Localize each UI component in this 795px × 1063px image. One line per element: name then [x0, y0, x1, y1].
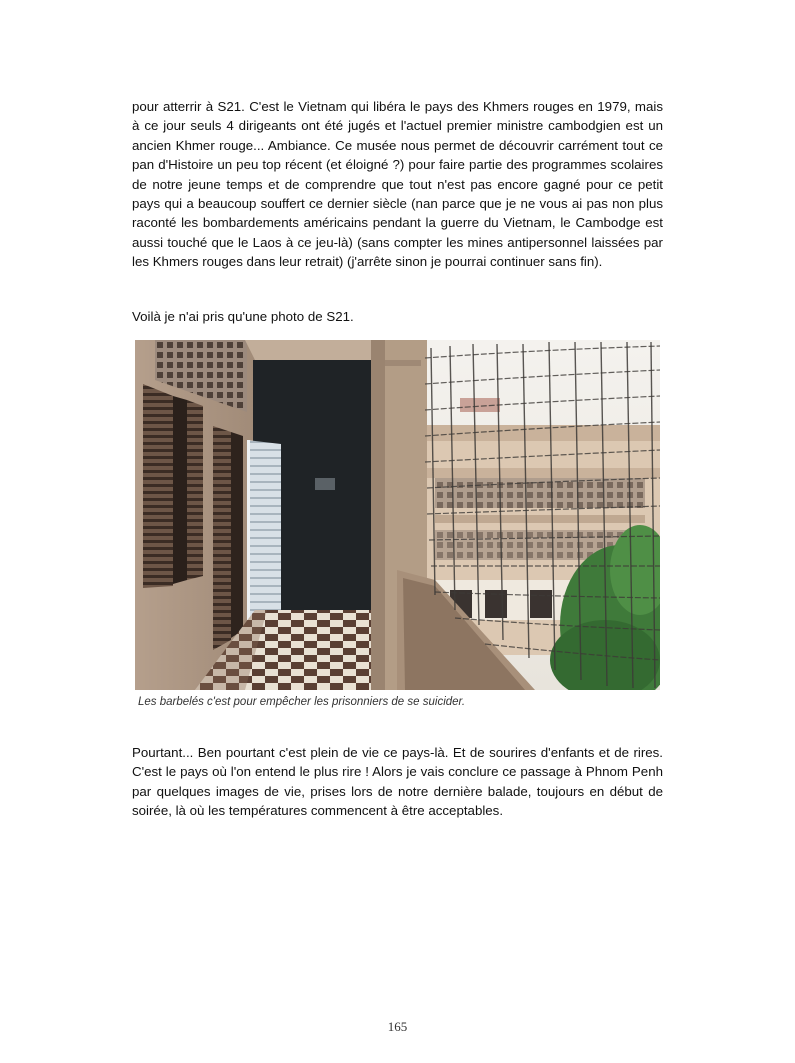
- body-paragraph-1: pour atterrir à S21. C'est le Vietnam qui libéra le pays des Khmers rouges en 1979, mais à ce jour seuls 4 dirigeants ont été jugés et l'actuel premier ministre cambodgien est un ancien Khmer rouge... Ambiance. Ce musée nous permet de découvrir carrément tout ce pan d'Histoire un peu top récent (et éloigné ?) pour faire partie des programmes scolaires de notre jeune temps et de comprendre que tout n'est pas encore gagné pour ce petit pays qui a beaucoup souffert ce dernier siècle (nan parce que je ne vous ai pas non plus raconté les bombardements américains pendant la guerre du Vietnam, le Cambodge est aussi touché que le Laos à ce jeu-là) (sans compter les mines antipersonnel laissées par les Khmers rouges dans leur retrait) (j'arrête sinon je pourrai continuer sans fin).: [132, 99, 663, 270]
- page-number: 165: [387, 1019, 408, 1034]
- s21-balcony-photo: [135, 340, 660, 690]
- body-paragraph-2: Voilà je n'ai pris qu'une photo de S21.: [132, 309, 354, 324]
- photo-caption: Les barbelés c'est pour empêcher les prisonniers de se suicider.: [138, 696, 466, 708]
- body-paragraph-3: Pourtant... Ben pourtant c'est plein de vie ce pays-là. Et de sourires d'enfants et de rires. C'est le pays où l'on entend le plus rire ! Alors je vais conclure ce passage à Phnom Penh par quelques images de vie, prises lors de notre dernière balade, toujours en début de soirée, là où les températures commencent à être acceptables.: [132, 745, 663, 819]
